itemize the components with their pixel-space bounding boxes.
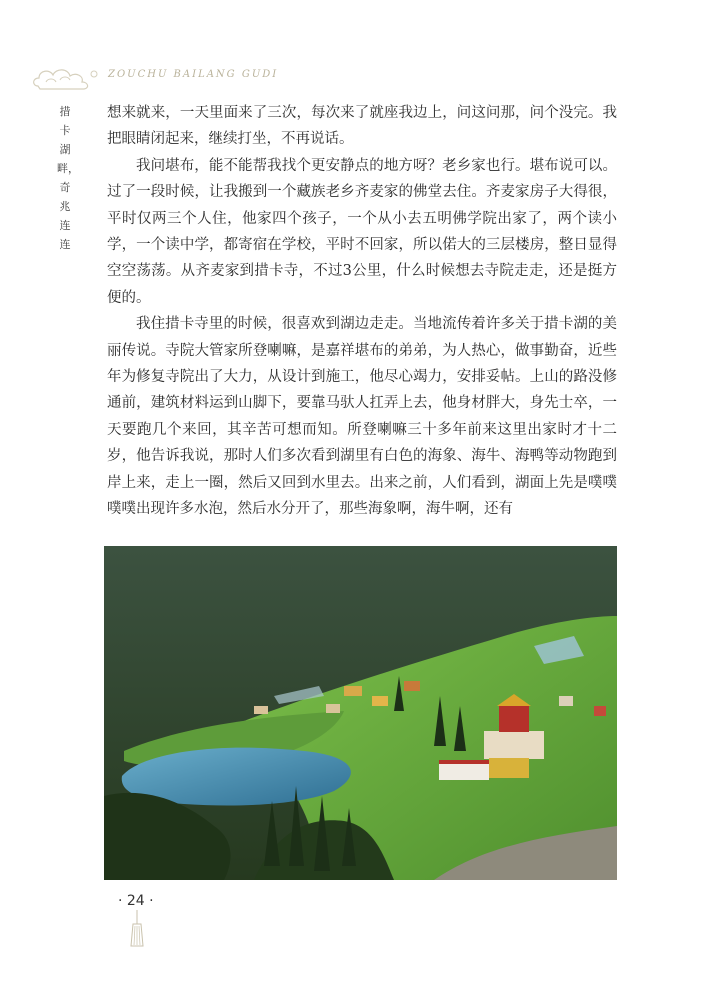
side-title: 措卡湖畔，奇兆连连	[57, 105, 79, 251]
cloud-ornament-icon	[30, 60, 110, 96]
paragraph-2: 我问堪布，能不能帮我找个更安静点的地方呀？老乡家也行。堪布说可以。过了一段时候，让我搬到一个藏族老乡齐麦家的佛堂去住。齐麦家房子大得很，平时仅两三个人住，他家四个孩子，一个从小去五明佛学院出家了，两个读小学，一个读中学，都寄宿在学校，平时不回家，所以偌大的三层楼房，整日显得空空荡荡。从齐麦家到措卡寺，不过3公里，什么时候想去寺院走走，还是挺方便的。	[107, 157, 617, 306]
paragraph-3: 我住措卡寺里的时候，很喜欢到湖边走走。当地流传着许多关于措卡湖的美丽传说。寺院大管家所登喇嘛，是嘉祥堪布的弟弟，为人热心，做事勤奋，近些年为修复寺院出了大力，从设计到施工，他尽心竭力，安排妥帖。上山的路没修通前，建筑材料运到山脚下，要靠马驮人扛弄上去，他身材胖大，身先士卒，一天要跑几个来回，其辛苦可想而知。所登喇嘛三十多年前来这里出家时才十二岁，他告诉我说，那时人们多次看到湖里有白色的海象、海牛、海鸭等动物跑到岸上来，走上一圈，然后又回到水里去。出来之前，人们看到，湖面上先是噗噗噗噗出现许多水泡，然后水分开了，那些海象啊，海牛啊，还有	[107, 316, 617, 518]
lake-monastery-photo	[104, 546, 617, 880]
running-title: ZOUCHU BAILANG GUDI	[108, 69, 279, 80]
body-text	[107, 100, 617, 523]
tassel-ornament-icon	[124, 910, 150, 950]
page-number: · 24 ·	[118, 893, 154, 909]
paragraph-1: 想来就来，一天里面来了三次，每次来了就座我边上，问这问那，问个没完。我把眼睛闭起来，继续打坐，不再说话。	[107, 105, 617, 148]
